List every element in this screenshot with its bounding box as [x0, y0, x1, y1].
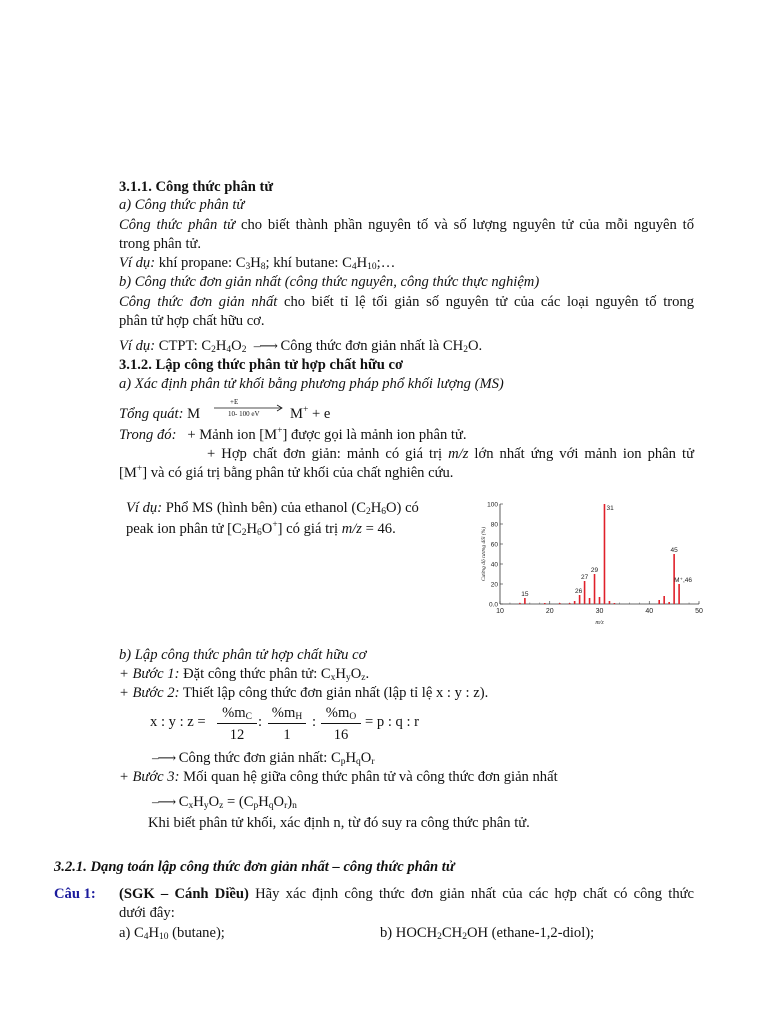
- x-tick-label: 40: [645, 608, 654, 615]
- where-line-1: Trong đó: + Mảnh ion [M+] được gọi là mảnh ion phân tử.: [119, 426, 467, 443]
- question-1-label: Câu 1:: [54, 886, 96, 902]
- peak-label: 26: [574, 588, 583, 595]
- x-tick-label: 20: [545, 608, 554, 615]
- peak-label: 45: [670, 547, 678, 554]
- step-1: + Bước 1: Đặt công thức phân tử: $C_xH_yO_z$.: [119, 666, 370, 683]
- step-2: + Bước 2: Thiết lập công thức đơn giản nhất (lập tỉ lệ x : y : z).: [119, 685, 489, 701]
- peak-label: M⁺,46: [674, 577, 692, 584]
- y-tick-label: 100: [487, 501, 498, 509]
- x-tick-label: 30: [595, 608, 604, 615]
- molecular-formula-definition: Công thức phân tử cho biết thành phần nguyên tố và số lượng nguyên tử của mỗi nguyên tố: [119, 217, 694, 233]
- x-axis-label: m/z: [595, 620, 604, 626]
- result-relation: –⟶ $C_xH_yO_z = (C_pH_qO_r)_n$: [152, 794, 297, 811]
- y-axis-label: Cường độ tương đối (%): [481, 526, 487, 582]
- colon-2: :: [312, 714, 317, 730]
- x-tick-label: 50: [695, 608, 703, 615]
- question-1-text-end: dưới đây:: [119, 905, 175, 921]
- peak-label: 15: [521, 591, 529, 598]
- peak-label: 31: [606, 505, 614, 512]
- equation-rhs: = p : q : r: [365, 714, 420, 730]
- question-1-option-a: a) $C_4H_{10}$ (butane);: [119, 925, 225, 942]
- colon-1: :: [258, 714, 263, 730]
- arrow-icon: –⟶: [152, 750, 176, 765]
- heading-3-1-2: 3.1.2. Lập công thức phân tử hợp chất hữu cơ: [119, 357, 404, 373]
- reaction-condition-bottom: 10- 100 eV: [228, 410, 260, 418]
- arrow-icon: –⟶: [253, 338, 277, 353]
- peak-label: 27: [580, 574, 589, 581]
- subheading-establish-formula: b) Lập công thức phân tử hợp chất hữu cơ: [119, 647, 367, 663]
- subheading-simplest-formula: b) Công thức đơn giản nhất (công thức nguyên, công thức thực nghiệm): [119, 274, 540, 290]
- arrow-icon: –⟶: [152, 794, 176, 809]
- ms-example-line-2: peak ion phân tử $[C_2H_6O^+]$ có giá trị m/z = 46.: [126, 520, 396, 538]
- result-simplest-formula: –⟶ Công thức đơn giản nhất: $C_pH_qO_r$: [152, 750, 375, 767]
- y-tick-label: 60: [490, 541, 498, 549]
- where-line-3: [M+] và có giá trị bằng phân tử khối của chất nghiên cứu.: [119, 464, 454, 481]
- reaction-condition-top: +E: [230, 398, 239, 406]
- question-1-option-b: b) $HOCH_2CH_2OH$ (ethane-1,2-diol);: [380, 925, 595, 942]
- general-equation: Tổng quát: M: [119, 406, 201, 422]
- fraction-oxygen: $\frac{\%m_O}{16}$: [321, 703, 361, 746]
- y-tick-label: 40: [490, 561, 498, 569]
- general-product: M+ + e: [290, 405, 331, 422]
- y-tick-label: 0.0: [488, 601, 498, 609]
- fraction-carbon: $\frac{\%m_C}{12}$: [217, 703, 257, 746]
- subheading-ms-method: a) Xác định phân tử khối bằng phương pháp phổ khối lượng (MS): [119, 376, 504, 392]
- simplest-formula-definition: Công thức đơn giản nhất cho biết tỉ lệ tối giản số nguyên tử của các loại nguyên tố trong: [119, 294, 694, 310]
- ms-spectrum-chart: [478, 497, 710, 629]
- y-tick-label: 80: [490, 521, 498, 529]
- example-ctpt: Ví dụ: CTPT: $C_2H_4O_2$ –⟶ Công thức đơn giản nhất là $CH_2O$.: [119, 338, 483, 355]
- equation-lhs: x : y : z =: [150, 714, 206, 730]
- subheading-molecular-formula: a) Công thức phân tử: [119, 197, 245, 213]
- example-propane-butane: Ví dụ: khí propane: $C_3H_8$; khí butane: $C_4H_{10};\dots$: [119, 255, 396, 272]
- peak-label: 29: [590, 567, 599, 574]
- y-tick-label: 20: [490, 581, 498, 589]
- x-tick-label: 10: [496, 608, 504, 615]
- final-note: Khi biết phân tử khối, xác định n, từ đó suy ra công thức phân tử.: [148, 815, 530, 831]
- molecular-formula-definition-end: trong phân tử.: [119, 236, 202, 252]
- question-1-text: (SGK – Cánh Diều) Hãy xác định công thức đơn giản nhất của các hợp chất có công thức: [119, 886, 694, 902]
- heading-3-2-1: 3.2.1. Dạng toán lập công thức đơn giản nhất – công thức phân tử: [54, 859, 455, 875]
- heading-3-1-1: 3.1.1. Công thức phân tử: [119, 179, 274, 195]
- fraction-hydrogen: $\frac{\%m_H}{1}$: [268, 703, 306, 746]
- step-3: + Bước 3: Mối quan hệ giữa công thức phân tử và công thức đơn giản nhất: [119, 769, 558, 785]
- where-line-2: + Hợp chất đơn giản: mảnh có giá trị m/z lớn nhất ứng với mảnh ion phân tử: [207, 446, 694, 462]
- ms-example-line-1: Ví dụ: Phổ MS (hình bên) của ethanol $(C_2H_6O)$ có: [126, 500, 419, 517]
- simplest-formula-definition-end: phân tử hợp chất hữu cơ.: [119, 313, 265, 329]
